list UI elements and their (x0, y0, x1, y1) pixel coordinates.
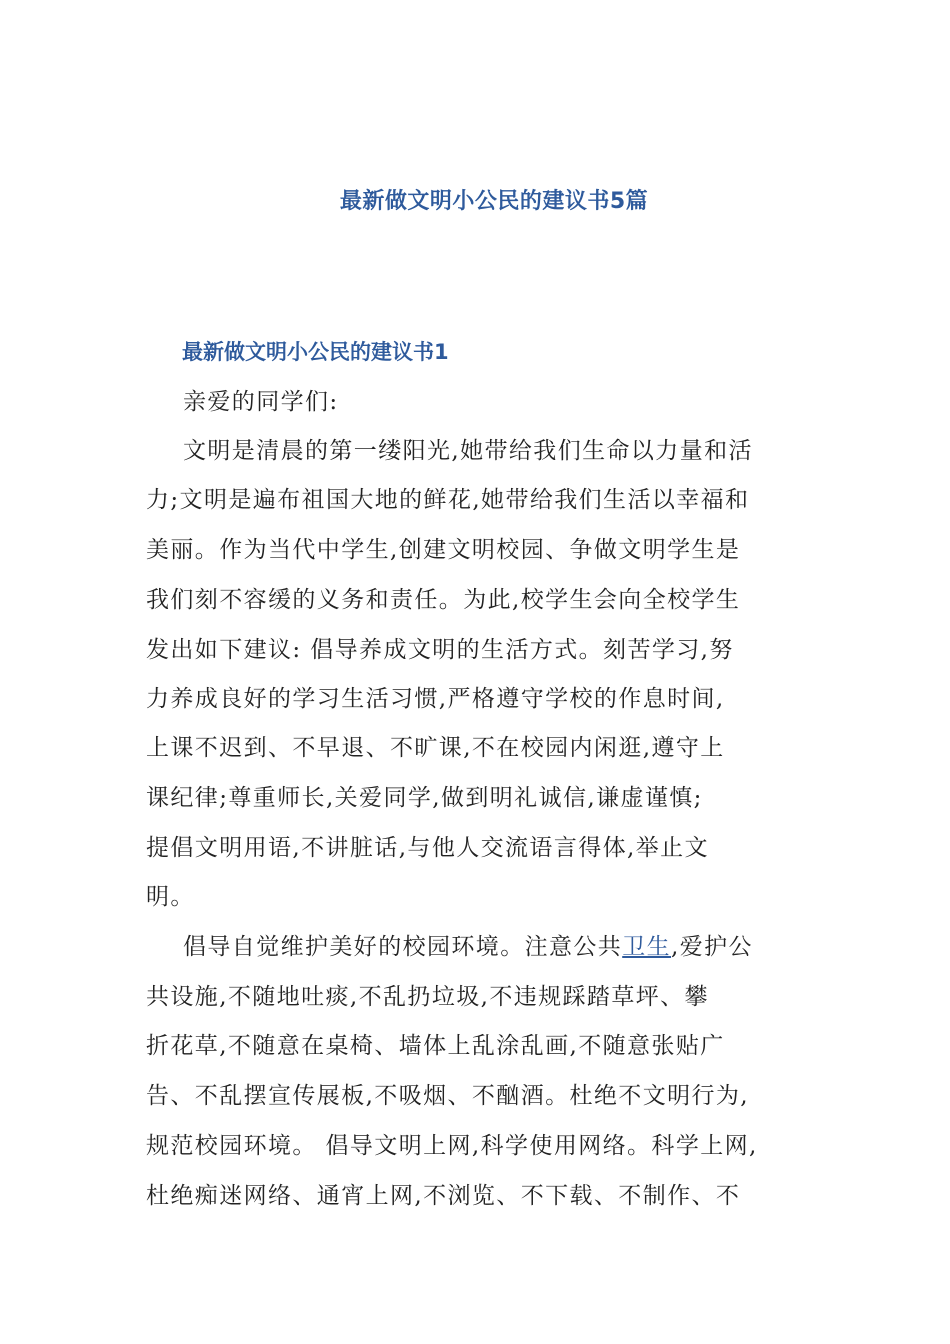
paragraph-line: 力养成良好的学习生活习惯,严格遵守学校的作息时间, (146, 686, 725, 712)
paragraph-line: 我们刻不容缓的义务和责任。为此,校学生会向全校学生 (146, 587, 741, 613)
paragraph-line: 发出如下建议: 倡导养成文明的生活方式。刻苦学习,努 (146, 637, 734, 663)
paragraph-line: 告、不乱摆宣传展板,不吸烟、不酗酒。杜绝不文明行为, (146, 1083, 750, 1109)
paragraph-line: 提倡文明用语,不讲脏话,与他人交流语言得体,举止文 (146, 835, 709, 861)
paragraph-line: 规范校园环境。 倡导文明上网,科学使用网络。科学上网, (146, 1133, 758, 1159)
paragraph-line: 明。 (146, 884, 195, 910)
hygiene-link[interactable]: 卫生 (622, 934, 672, 960)
paragraph-line: 共设施,不随地吐痰,不乱扔垃圾,不违规踩踏草坪、攀 (146, 984, 709, 1010)
document-title: 最新做文明小公民的建议书5篇 (339, 189, 649, 214)
paragraph-line: 折花草,不随意在桌椅、墙体上乱涂乱画,不随意张贴广 (146, 1033, 725, 1059)
paragraph-line: 课纪律;尊重师长,关爱同学,做到明礼诚信,谦虚谨慎; (146, 785, 703, 811)
paragraph-line: 上课不迟到、不早退、不旷课,不在校园内闲逛,遵守上 (146, 735, 725, 761)
paragraph-line: 力;文明是遍布祖国大地的鲜花,她带给我们生活以幸福和 (146, 487, 750, 513)
paragraph-line (183, 932, 753, 962)
paragraph-text: 倡导自觉维护美好的校园环境。注意公共 (183, 934, 623, 960)
section-heading: 最新做文明小公民的建议书1 (182, 340, 449, 364)
paragraph-line: 杜绝痴迷网络、通宵上网,不浏览、不下载、不制作、不 (146, 1183, 741, 1209)
salutation: 亲爱的同学们: (183, 389, 339, 415)
paragraph-text: ,爱护公 (671, 934, 753, 960)
paragraph-line: 文明是清晨的第一缕阳光,她带给我们生命以力量和活 (183, 438, 753, 464)
paragraph-line: 美丽。作为当代中学生,创建文明校园、争做文明学生是 (146, 537, 741, 563)
